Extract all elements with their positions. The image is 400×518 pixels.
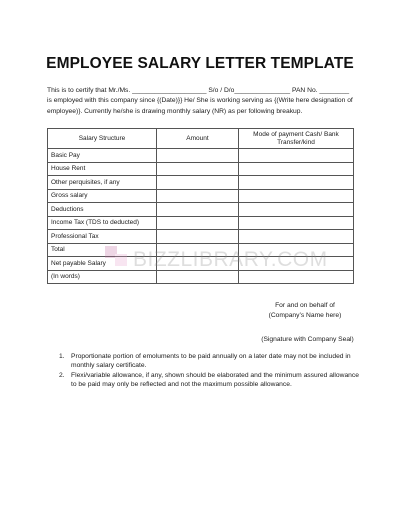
payment-mode-cell[interactable] <box>239 230 354 244</box>
header-salary-structure: Salary Structure <box>48 129 157 149</box>
row-label: Professional Tax <box>48 230 157 244</box>
note-number: 2. <box>59 372 65 380</box>
row-label: Basic Pay <box>48 149 157 163</box>
signoff-line-2: (Company’s Name here) <box>268 311 342 319</box>
list-item <box>59 352 359 371</box>
table-row <box>48 270 354 284</box>
table-row <box>48 149 354 163</box>
signoff-block <box>255 301 355 320</box>
table-row <box>48 216 354 230</box>
header-amount: Amount <box>157 129 239 149</box>
row-label: (In words) <box>48 270 157 284</box>
row-label: Net payable Salary <box>48 257 157 271</box>
signoff-line-1: For and on behalf of <box>275 302 335 309</box>
row-label: Other perquisites, if any <box>48 176 157 190</box>
payment-mode-cell[interactable] <box>239 257 354 271</box>
table-row <box>48 162 354 176</box>
notes-list <box>59 352 359 390</box>
payment-mode-cell[interactable] <box>239 270 354 284</box>
intro-line-3: employee)}. Currently he/she is drawing monthly salary (NR) as per following breakup. <box>47 107 303 115</box>
row-label: Gross salary <box>48 189 157 203</box>
row-label: Income Tax (TDS to deducted) <box>48 216 157 230</box>
note-text: Proportionate portion of emoluments to be paid annually on a later date may not be included in monthly salary certificate. <box>71 353 351 370</box>
amount-cell[interactable] <box>157 257 239 271</box>
note-text: Flexi/variable allowance, if any, shown should be elaborated and the minimum assured allowance to be paid may only be reflected and not the maximum possible allowance. <box>71 372 359 389</box>
table-row <box>48 203 354 217</box>
watermark-text: BIZZLIBRARY.COM <box>133 248 328 271</box>
amount-cell[interactable] <box>157 176 239 190</box>
amount-cell[interactable] <box>157 243 239 257</box>
list-item <box>59 371 359 390</box>
payment-mode-cell[interactable] <box>239 162 354 176</box>
payment-mode-cell[interactable] <box>239 216 354 230</box>
row-label: Deductions <box>48 203 157 217</box>
document-title: EMPLOYEE SALARY LETTER TEMPLATE <box>46 55 354 72</box>
amount-cell[interactable] <box>157 270 239 284</box>
amount-cell[interactable] <box>157 203 239 217</box>
payment-mode-cell[interactable] <box>239 203 354 217</box>
intro-paragraph <box>47 86 359 117</box>
amount-cell[interactable] <box>157 216 239 230</box>
table-row <box>48 176 354 190</box>
table-row <box>48 257 354 271</box>
note-number: 1. <box>59 353 65 360</box>
table-row <box>48 243 354 257</box>
salary-table <box>47 128 354 284</box>
payment-mode-cell[interactable] <box>239 176 354 190</box>
table-header-row <box>48 129 354 149</box>
header-payment-mode: Mode of payment Cash/ Bank Transfer/kind <box>239 129 354 149</box>
amount-cell[interactable] <box>157 230 239 244</box>
table-row <box>48 230 354 244</box>
payment-mode-cell[interactable] <box>239 189 354 203</box>
intro-line-2: is employed with this company since {(Date)}} He/ She is working serving as {(Write here designation of <box>47 97 353 105</box>
row-label: Total <box>48 243 157 257</box>
table-row <box>48 189 354 203</box>
amount-cell[interactable] <box>157 162 239 176</box>
amount-cell[interactable] <box>157 189 239 203</box>
signature-seal-line: (Signature with Company Seal) <box>261 336 354 343</box>
payment-mode-cell[interactable] <box>239 149 354 163</box>
row-label: House Rent <box>48 162 157 176</box>
amount-cell[interactable] <box>157 149 239 163</box>
intro-line-1: This is to certify that Mr./Ms. ____________________ S/o / D/o_______________ PAN No. ________ <box>47 87 350 94</box>
payment-mode-cell[interactable] <box>239 243 354 257</box>
